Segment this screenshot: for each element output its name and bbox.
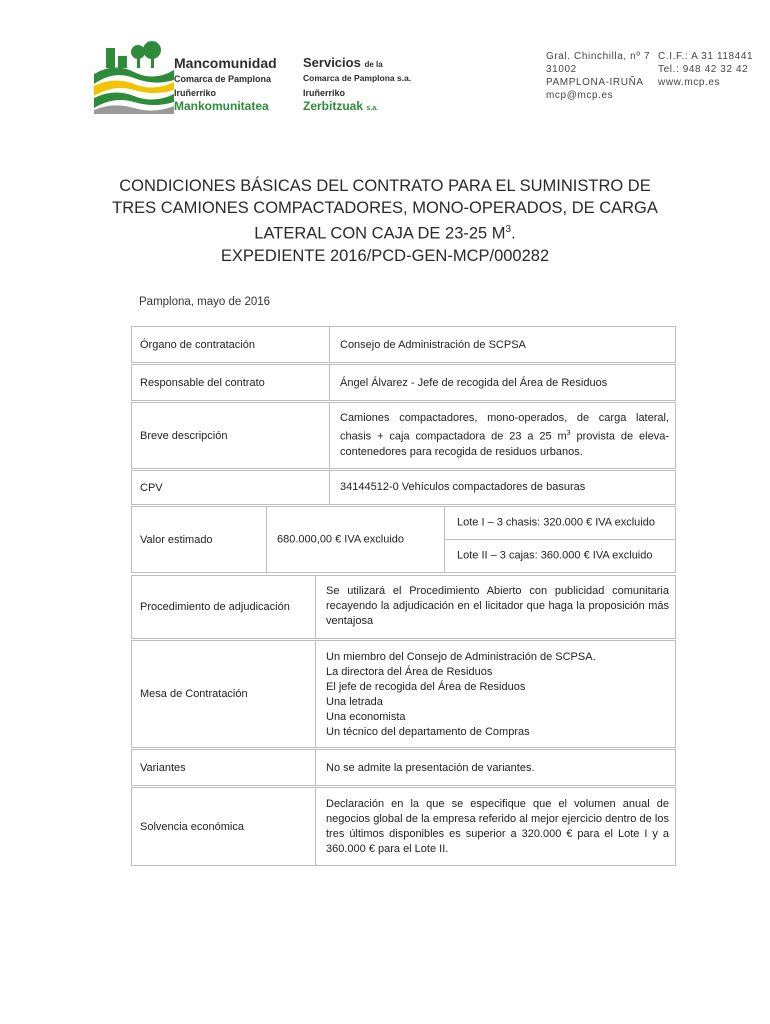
organo-value: Consejo de Administración de SCPSA [340,339,526,351]
organo-label-cell [131,326,330,363]
contact-phone: Tel.: 948 42 32 42 [658,64,749,75]
responsable-value-cell [329,364,676,401]
contact-street: Gral. Chinchilla, nº 7 [546,51,651,62]
descripcion-value-cell [329,402,676,469]
title-line-2: TRES CAMIONES COMPACTADORES, MONO-OPERADOS, DE CARGA [112,199,658,217]
descripcion-value [330,403,675,460]
contact-ids [658,50,753,89]
mesa-value-cell [315,640,676,748]
descripcion-text-b: provista de eleva-contenedores para recogida de residuos urbanos. [340,430,669,458]
contact-postcode: 31002 [546,64,577,75]
document-date: Pamplona, mayo de 2016 [139,296,271,308]
cpv-value-cell [329,470,676,505]
variantes-value: No se admite la presentación de variantes. [326,762,535,774]
valor-total-cell [266,506,445,573]
title-line-3-end: . [511,224,516,243]
valor-lote1: Lote I – 3 chasis: 320.000 € IVA excluido [457,516,655,529]
responsable-value: Ángel Álvarez - Jefe de recogida del Área de Residuos [340,377,608,389]
org2-line2: Comarca de Pamplona s.a. [303,73,412,83]
cpv-label-cell [131,470,330,505]
mesa-member: Una letrada [326,696,383,708]
org1-name-block [174,56,277,112]
contact-city: PAMPLONA-IRUÑA [546,77,644,88]
mesa-label: Mesa de Contratación [140,688,248,700]
descripcion-superscript: 3 [566,430,571,437]
contact-email[interactable]: mcp@mcp.es [546,90,614,101]
mesa-member: Una economista [326,711,406,723]
org2-line4: Zerbitzuak [303,98,364,113]
procedimiento-value: Se utilizará el Procedimiento Abierto con publicidad comunitaria recayendo la adjudicación en el licitador que haga la proposición más ventajosa [326,585,669,627]
valor-label-cell [131,506,267,573]
cpv-label: CPV [140,481,163,494]
org2-line4b: s.a. [366,104,379,112]
variantes-label-cell [131,749,316,786]
valor-total: 680.000,00 € IVA excluido [277,533,405,545]
title-superscript: 3 [505,224,512,235]
mesa-members-list [316,641,675,740]
title-line-1: CONDICIONES BÁSICAS DEL CONTRATO PARA EL SUMINISTRO DE [119,177,651,195]
solvencia-value-cell [315,787,676,866]
descripcion-label-cell [131,402,330,469]
mesa-member: El jefe de recogida del Área de Residuos [326,681,526,693]
responsable-label-cell [131,364,330,401]
procedimiento-label: Procedimiento de adjudicación [140,601,290,613]
variantes-label: Variantes [140,761,186,774]
valor-lote1-cell [444,506,676,540]
mesa-member: Un técnico del departamento de Compras [326,726,530,738]
procedimiento-value-cell [315,575,676,639]
solvencia-label-cell [131,787,316,866]
org2-name-block [303,56,411,112]
org2-line1b: de la [364,60,383,69]
org1-line2: Comarca de Pamplona [174,74,272,84]
title-line-4: EXPEDIENTE 2016/PCD-GEN-MCP/000282 [220,246,550,265]
procedimiento-label-cell [131,575,316,639]
valor-lote2-cell [444,539,676,573]
descripcion-text-a: Camiones compactadores, mono-operados, de carga lateral, chasis + caja compactadora de 23 a 25 m [340,412,669,443]
logo-emblem-icon [94,40,174,116]
contact-address [546,50,650,102]
org1-line1: Mancomunidad [174,55,277,71]
org2-line1: Servicios [303,55,361,70]
mesa-member: Un miembro del Consejo de Administración de SCPSA. [326,651,596,663]
cpv-value: 34144512-0 Vehículos compactadores de basuras [340,481,586,493]
mesa-label-cell [131,640,316,748]
contact-website[interactable]: www.mcp.es [658,77,721,88]
descripcion-label: Breve descripción [140,429,228,442]
org1-line4: Mankomunitatea [174,99,269,113]
title-line-3: LATERAL CON CAJA DE 23-25 M [254,224,506,243]
contact-cif: C.I.F.: A 31 118441 [658,51,754,62]
org2-line3: Iruñerriko [303,87,346,98]
org1-line3: Iruñerriko [174,88,217,98]
organo-label: Órgano de contratación [140,338,255,351]
valor-lote2: Lote II – 3 cajas: 360.000 € IVA excluido [457,549,653,562]
mesa-member: La directora del Área de Residuos [326,666,493,678]
valor-label: Valor estimado [140,533,213,546]
solvencia-label: Solvencia económica [140,820,244,833]
document-title [100,175,670,267]
solvencia-value: Declaración en la que se especifique que el volumen anual de negocios global de la empresa referido al mejor ejercicio dentro de los tres últimos disponibles es superior a 320.000 € para el Lote I y a 360.000 € para el Lote II. [326,798,669,855]
variantes-value-cell [315,749,676,786]
organo-value-cell [329,326,676,363]
responsable-label: Responsable del contrato [140,376,265,389]
